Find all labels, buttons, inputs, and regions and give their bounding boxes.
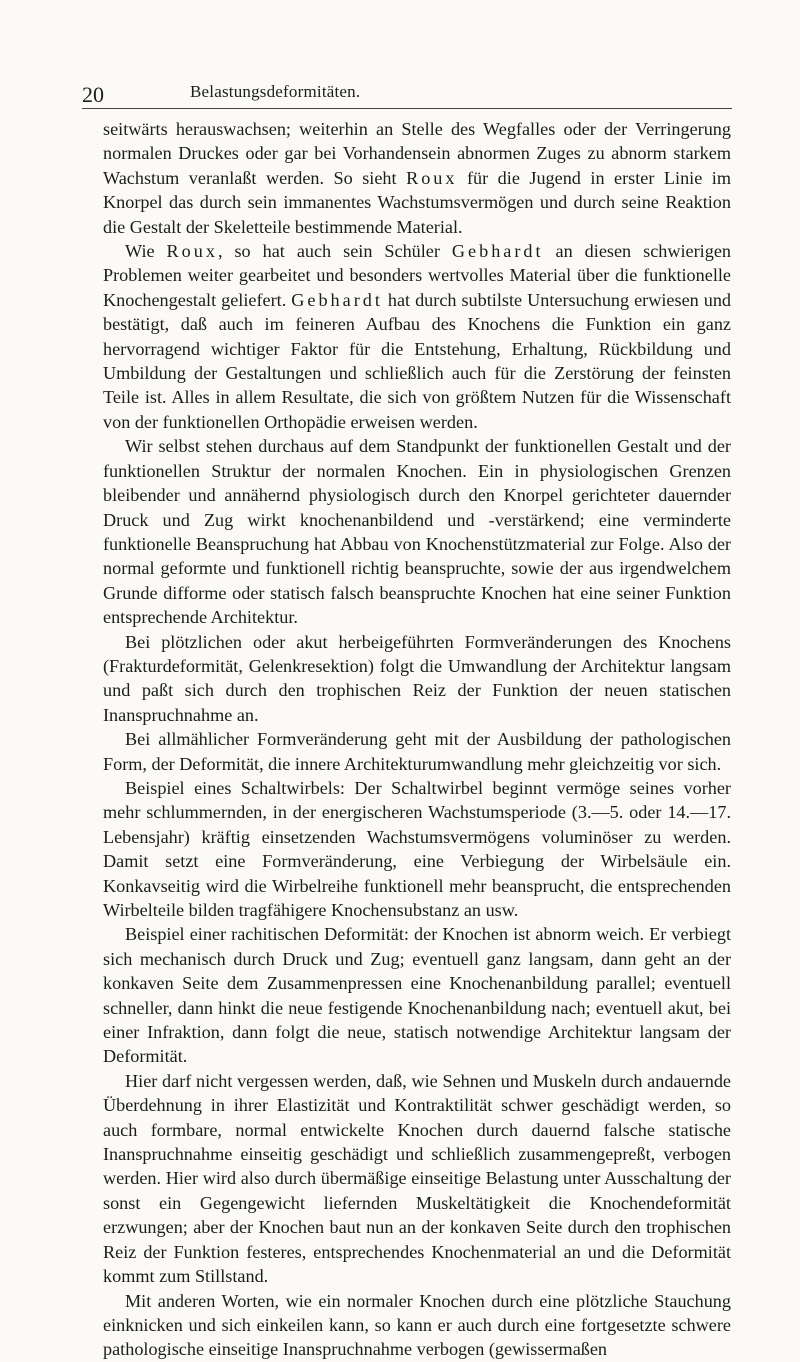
running-head: Belastungsdeformitäten. xyxy=(190,82,361,101)
paragraph: Beispiel eines Schaltwirbels: Der Schaltwirbel beginnt vermöge seines vorher mehr schlummernden, in der energischeren Wachstumsperiode (3.—5. oder 14.—17. Lebensjahr) kräftig einsetzenden Wachstumsvermögens voluminöser zu werden. Damit setzt eine Formveränderung, eine Verbiegung der Wirbelsäule ein. Konkavseitig wird die Wirbelreihe funktionell mehr beansprucht, die entsprechenden Wirbelteile bilden tragfähigere Knochensubstanz an usw. xyxy=(103,777,731,920)
paragraph: Hier darf nicht vergessen werden, daß, wie Sehnen und Muskeln durch andauernde Überdehnung in ihrer Elastizität und Kontraktilität schwer geschädigt werden, so auch formbare, normal entwickelte Knochen durch dauernd falsche statische Inanspruchnahme einseitig geschädigt und schließlich zusammengepreßt, verbogen werden. Hier wird also durch übermäßige einseitige Belastung unter Ausschaltung der sonst ein Gegengewicht liefernden Muskeltätigkeit die Knochendeformität erzwungen; aber der Knochen baut nun an der konkaven Seite durch den trophischen Reiz der Funktion festeres, entsprechendes Knochenmaterial an und die Deformität kommt zum Stillstand. xyxy=(103,1070,731,1287)
author-name: Gebhardt xyxy=(451,241,544,262)
author-name: Roux xyxy=(406,167,458,188)
body-text xyxy=(103,117,731,1362)
paragraph: Wir selbst stehen durchaus auf dem Standpunkt der funktionellen Gestalt und der funktionellen Struktur der normalen Knochen. Ein in physiologischen Grenzen bleibender und annähernd physiologisch durch den Knorpel gerichteter dauernder Druck und Zug wirkt knochenanbildend und -verstärkend; eine verminderte funktionelle Beanspruchung hat Abbau von Knochenstützmaterial zur Folge. Also der normal geformte und funktionell richtig beanspruchte, sowie der aus irgendwelchem Grunde difforme oder statisch falsch beanspruchte Knochen hat eine seiner Funktion entsprechende Architektur. xyxy=(103,436,731,628)
paragraph: Mit anderen Worten, wie ein normaler Knochen durch eine plötzliche Stauchung einknicken und sich einkeilen kann, so kann er auch durch eine fortgesetzte schwere pathologische einseitige Inanspruchnahme verbogen (gewissermaßen xyxy=(103,1290,731,1360)
paragraph: Bei plötzlichen oder akut herbeigeführten Formveränderungen des Knochens (Frakturdeformität, Gelenkresektion) folgt die Umwandlung der Architektur langsam und paßt sich durch den trophischen Reiz der Funktion der neuen statischen Inanspruchnahme an. xyxy=(103,631,731,725)
paragraph: Beispiel einer rachitischen Deformität: der Knochen ist abnorm weich. Er verbiegt sich mechanisch durch Druck und Zug; eventuell ganz langsam, dann geht an der konkaven Seite dem Zusammenpressen eine Knochenanbildung parallel; eventuell schneller, dann hinkt die neue festigende Knochenanbildung nach; eventuell akut, bei einer Infraktion, dann folgt die neue, statisch notwendige Architektur langsam der Deformität. xyxy=(103,924,731,1067)
author-name: Gebhardt xyxy=(291,289,383,310)
author-name: Roux xyxy=(166,241,218,262)
paragraph: Wie Roux, so hat auch sein Schüler Gebhardt an diesen schwierigen Problemen weiter gearbeitet und besonders wertvolles Material über die funktionelle Knochengestalt geliefert. Gebhardt hat durch subtilste Untersuchung erwiesen und bestätigt, daß auch im feineren Aufbau des Knochens die Funktion ein ganz hervorragend wichtiger Faktor für die Entstehung, Erhaltung, Rückbildung und Umbildung der Gestaltungen und schließlich auch für die Zerstörung der feinsten Teile ist. Alles in allem Resultate, die sich von größtem Nutzen für die Wissenschaft von der funktionellen Orthopädie erweisen werden. xyxy=(103,241,732,432)
paragraph: seitwärts herauswachsen; weiterhin an Stelle des Wegfalles oder der Verringerung normalen Druckes oder gar bei Vorhandensein abnormen Zuges zu abnorm starkem Wachstum veranlaßt werden. So sieht Roux für die Jugend in erster Linie im Knorpel das durch sein immanentes Wachstumsvermögen und durch seine Reaktion die Gestalt der Skeletteile bestimmende Material. xyxy=(103,119,731,237)
paragraph: Bei allmählicher Formveränderung geht mit der Ausbildung der pathologischen Form, der Deformität, die innere Architekturumwandlung mehr gleichzeitig vor sich. xyxy=(103,729,731,774)
page-header xyxy=(82,78,732,109)
page-number: 20 xyxy=(82,82,104,107)
